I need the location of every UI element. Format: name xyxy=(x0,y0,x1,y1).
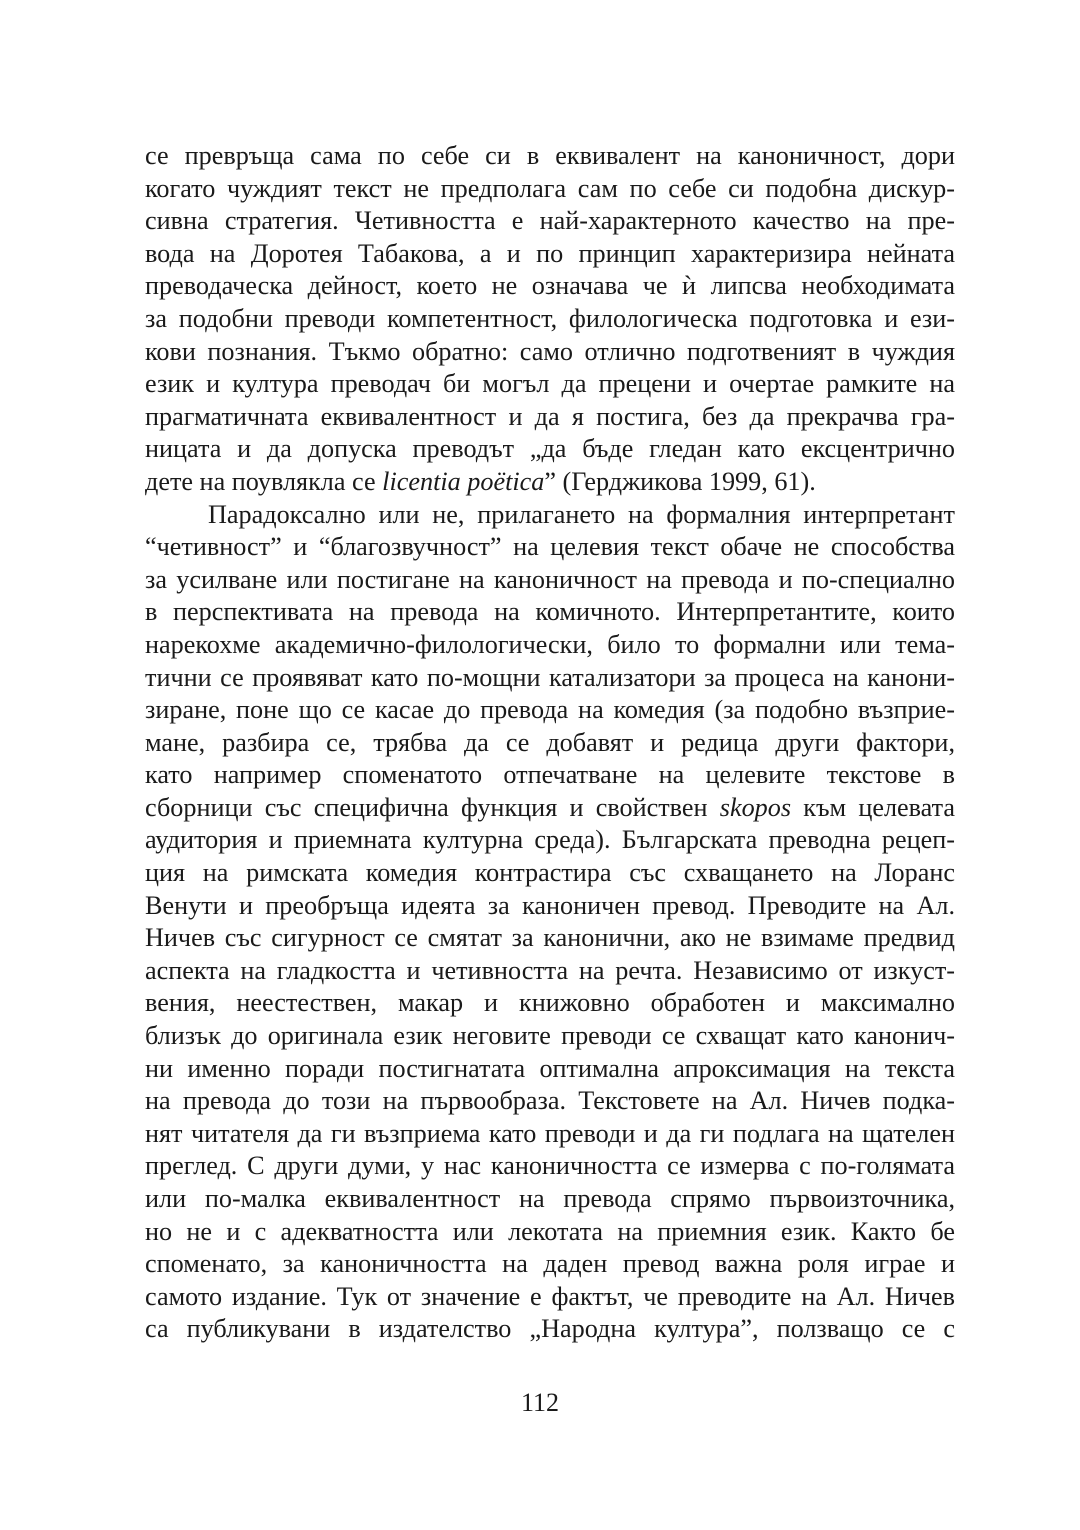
text-line: се превръща сама по себе си в еквивалент на каноничност, дори xyxy=(145,141,955,170)
text-line: аудитория и приемната културна среда). Българската преводна рецеп- xyxy=(145,825,955,855)
text-line xyxy=(145,792,955,825)
text-line: Парадоксално или не, прилагането на формалния интерпретант xyxy=(208,499,955,529)
text-line: са публикувани в издателство „Народна култура”, ползващо се с xyxy=(145,1314,955,1344)
text-line: самото издание. Тук от значение е фактът, че преводите на Ал. Ничев xyxy=(145,1281,955,1311)
text-segment: дете на поувлякла се xyxy=(145,466,383,496)
italic-term: licentia poëtica xyxy=(382,466,545,496)
text-line: “четивност” и “благозвучност” на целевия текст обаче не способства xyxy=(145,532,955,562)
text-line: преводаческа дейност, което не означава че ѝ липсва необходимата xyxy=(145,271,955,301)
text-line: прагматичната еквивалентност и да я постига, без да прекрачва гра- xyxy=(145,401,955,431)
text-line: за усилване или постигане на каноничност на превода и по-специално xyxy=(145,564,955,594)
italic-term: skopos xyxy=(719,792,792,822)
page-number: 112 xyxy=(520,1388,560,1417)
text-line: ция на римската комедия контрастира със схващането на Лоранс xyxy=(145,858,955,888)
text-line: като например споменатото отпечатване на целевите текстове в xyxy=(145,760,955,790)
text-line: мане, разбира се, трябва да се добавят и редица други фактори, xyxy=(145,727,955,757)
text-line: нарекохме академично-филологически, било то формални или тема- xyxy=(145,629,955,659)
text-segment: ” (Герджикова 1999, 61). xyxy=(544,466,816,496)
paragraph-1 xyxy=(145,140,955,499)
text-line: когато чуждият текст не предполага сам по себе си подобна дискур- xyxy=(145,173,955,203)
text-line: преглед. С други думи, у нас каноничността се измерва с по-голямата xyxy=(145,1151,955,1181)
paragraph-2 xyxy=(145,499,955,1346)
text-line: кови познания. Тъкмо обратно: само отлично подготвеният в чуждия xyxy=(145,336,955,366)
text-line: сивна стратегия. Четивността е най-характерното качество на пре- xyxy=(145,206,955,236)
text-line: но не и с адекватността или лекотата на приемния език. Както бе xyxy=(145,1216,955,1246)
text-line: зиране, поне що се касае до превода на комедия (за подобно възприе- xyxy=(145,695,955,725)
text-line: за подобни преводи компетентност, филологическа подготовка и ези- xyxy=(145,303,955,333)
text-line: вения, неестествен, макар и книжовно обработен и максимално xyxy=(145,988,955,1018)
text-line: близък до оригинала език неговите преводи се схващат като канонич- xyxy=(145,1021,955,1051)
text-line: споменато, за каноничността на даден превод важна роля играе и xyxy=(145,1249,955,1279)
text-segment: към целевата xyxy=(791,792,955,822)
text-line: на превода до този на първообраза. Текстовете на Ал. Ничев подка- xyxy=(145,1086,955,1116)
text-line: тични се проявяват като по-мощни катализатори за процеса на канони- xyxy=(145,662,955,692)
page-body xyxy=(145,140,955,1346)
text-line: Ничев със сигурност се смятат за канонични, ако не взимаме предвид xyxy=(145,923,955,953)
text-line: нят читателя да ги възприема като преводи и да ги подлага на щателен xyxy=(145,1118,955,1148)
text-line: вода на Доротея Табакова, а и по принцип характеризира нейната xyxy=(145,238,955,268)
text-line: ницата и да допуска преводът „да бъде гледан като ексцентрично xyxy=(145,434,955,464)
text-line xyxy=(145,466,955,499)
text-line: Венути и преобръща идеята за каноничен превод. Преводите на Ал. xyxy=(145,890,955,920)
text-line: в перспективата на превода на комичното. Интерпретантите, които xyxy=(145,597,955,627)
text-line: аспекта на гладкостта и четивността на речта. Независимо от изкуст- xyxy=(145,955,955,985)
text-segment: сборници със специфична функция и свойствен xyxy=(145,792,720,822)
text-line: език и култура преводач би могъл да прецени и очертае рамките на xyxy=(145,369,955,399)
text-line: ни именно поради постигнатата оптимална апроксимация на текста xyxy=(145,1053,955,1083)
text-line: или по-малка еквивалентност на превода спрямо първоизточника, xyxy=(145,1184,955,1213)
